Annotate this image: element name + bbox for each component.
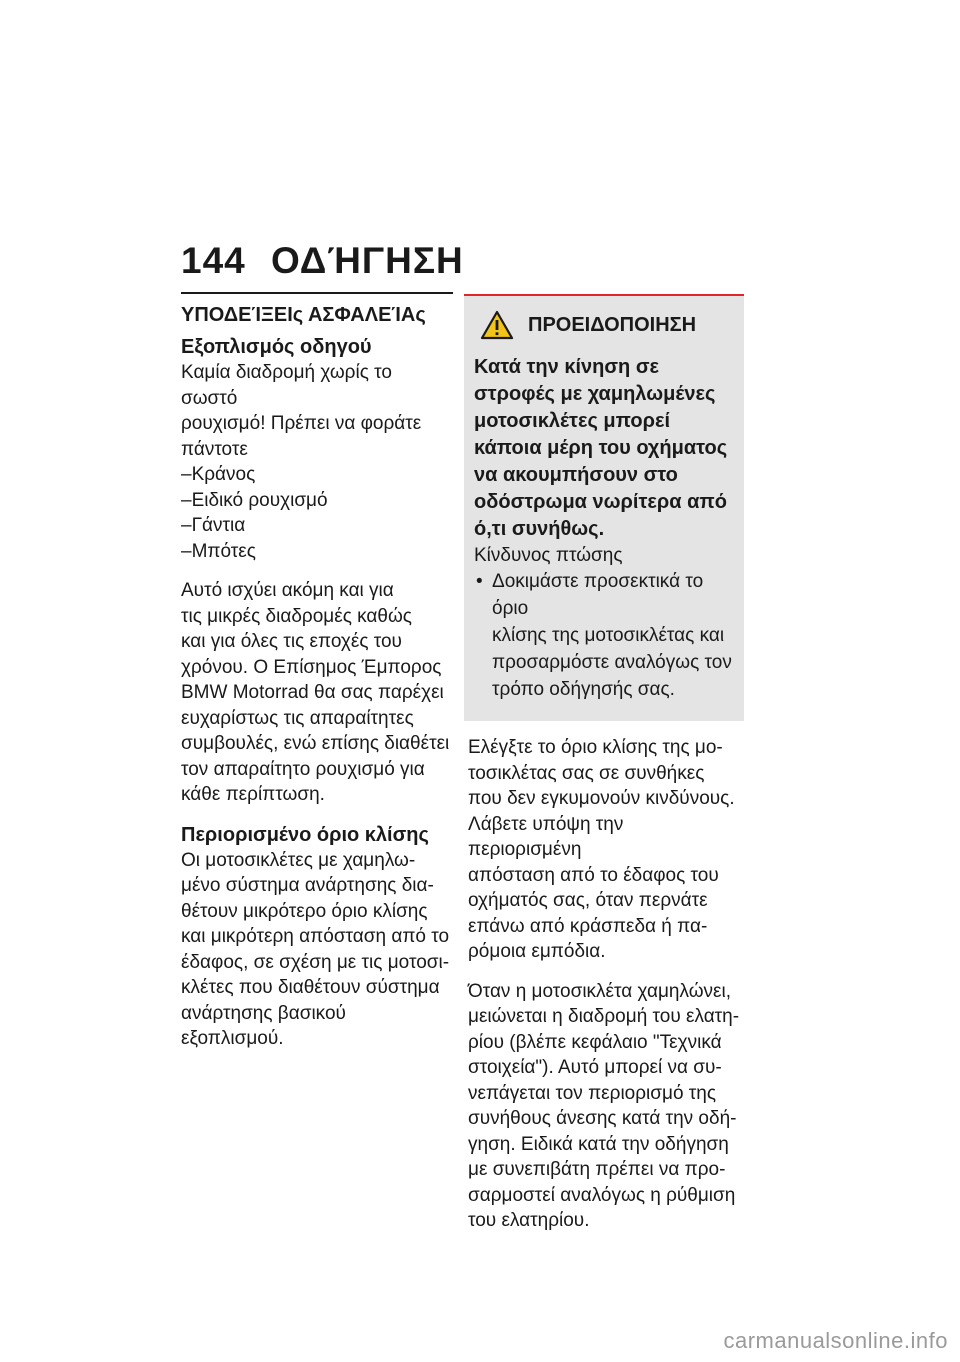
text-line: οχήματός σας, όταν περνάτε	[468, 890, 708, 911]
section-rule	[181, 292, 453, 294]
text-line: προσαρμόστε αναλόγως τον	[492, 652, 732, 673]
text-line: μειώνεται η διαδρομή του ελατη-	[468, 1006, 740, 1027]
text-line: ευχαρίστως τις απαραίτητες	[181, 707, 414, 729]
text-line: να ακουμπήσουν στο	[474, 464, 678, 486]
page-header	[181, 240, 464, 282]
text-line: πάντοτε	[181, 438, 248, 460]
text-line: ρόμοια εμπόδια.	[468, 941, 606, 962]
equipment-paragraph	[181, 360, 453, 462]
advice-paragraph	[181, 578, 453, 808]
text-line: ρουχισμό! Πρέπει να φοράτε	[181, 413, 422, 434]
heading-rider-equipment: Εξοπλισμός οδηγού	[181, 336, 372, 358]
warning-triangle-icon	[480, 310, 514, 340]
lean-paragraph	[181, 848, 453, 1052]
text-line: Καμία διαδρομή χωρίς το σωστό	[181, 362, 392, 409]
text-line: Όταν η μοτοσικλέτα χαμηλώνει,	[468, 980, 732, 1002]
text-line: νεπάγεται τον περιορισμό της	[468, 1082, 717, 1104]
text-line: τις μικρές διαδρομές καθώς	[181, 605, 412, 627]
warning-box	[464, 294, 744, 721]
list-item: –Ειδικό ρουχισμό	[181, 489, 328, 511]
text-line: στροφές με χαμηλωμένες	[474, 383, 716, 405]
warning-risk: Κίνδυνος πτώσης	[474, 545, 623, 566]
text-line: Δοκιμάστε προσεκτικά το όριο	[492, 571, 704, 619]
list-item	[474, 568, 734, 703]
heading-limited-lean: Περιορισμένο όριο κλίσης	[181, 823, 429, 846]
text-line: Οι μοτοσικλέτες με χαμηλω-	[181, 849, 416, 871]
text-line: τον απαραίτητο ρουχισμό για	[181, 758, 425, 780]
right-column	[468, 294, 740, 1234]
text-line: συμβουλές, ενώ επίσης διαθέτει	[181, 733, 450, 754]
text-line: επάνω από κράσπεδα ή πα-	[468, 915, 708, 937]
text-line: έδαφος, σε σχέση με τις μοτοσι-	[181, 951, 450, 973]
warning-statement	[474, 354, 734, 543]
equipment-list	[181, 462, 453, 564]
section-title: ΥΠΟΔΕΊΞΕΙς ΑΣΦΑΛΕΊΑς	[181, 304, 426, 326]
text-line: του ελατηρίου.	[468, 1210, 590, 1231]
text-line: τοσικλέτας σας σε συνθήκες	[468, 762, 705, 784]
text-line: Ελέγξτε το όριο κλίσης της μο-	[468, 737, 723, 758]
text-line: ό,τι συνήθως.	[474, 518, 605, 540]
text-line: συνήθους άνεσης κατά την οδή-	[468, 1108, 737, 1129]
text-line: κλέτες που διαθέτουν σύστημα	[181, 977, 440, 998]
text-line: κάποια μέρη του οχήματος	[474, 437, 728, 459]
text-line: ανάρτησης βασικού εξοπλισμού.	[181, 1002, 346, 1049]
text-line: τρόπο οδήγησής σας.	[492, 679, 675, 700]
text-line: οδόστρωμα νωρίτερα από	[474, 491, 727, 513]
text-line: κλίσης της μοτοσικλέτας και	[492, 625, 725, 646]
left-column	[181, 292, 453, 1052]
page-number: 144	[181, 240, 246, 281]
text-line: Αυτό ισχύει ακόμη και για	[181, 580, 394, 601]
text-line: ρίου (βλέπε κεφάλαιο "Τεχνικά	[468, 1031, 722, 1053]
watermark-text: carmanualsonline.info	[723, 1328, 948, 1353]
warning-header	[480, 310, 734, 340]
text-line: Κατά την κίνηση σε	[474, 356, 659, 378]
text-line: BMW Motorrad θα σας παρέχει	[181, 682, 444, 703]
text-line: θέτουν μικρότερο όριο κλίσης	[181, 900, 428, 922]
text-line: μένο σύστημα ανάρτησης δια-	[181, 875, 434, 896]
text-line: και για όλες τις εποχές του	[181, 631, 402, 652]
warning-title: ΠΡΟΕΙΔΟΠΟΙΗΣΗ	[528, 313, 697, 336]
text-line: γηση. Ειδικά κατά την οδήγηση	[468, 1133, 729, 1155]
text-line: που δεν εγκυμονούν κινδύνους.	[468, 788, 735, 809]
text-line: με συνεπιβάτη πρέπει να προ-	[468, 1159, 726, 1180]
check-paragraph	[468, 735, 740, 965]
text-line: κάθε περίπτωση.	[181, 784, 325, 805]
list-item: –Γάντια	[181, 515, 246, 536]
text-line: και μικρότερη απόσταση από το	[181, 926, 450, 947]
text-line: στοιχεία"). Αυτό μπορεί να συ-	[468, 1057, 722, 1078]
spring-paragraph	[468, 979, 740, 1234]
chapter-title: ΟΔΉΓΗΣΗ	[271, 240, 464, 281]
list-item: –Μπότες	[181, 540, 256, 562]
text-line: Λάβετε υπόψη την περιορισμένη	[468, 813, 624, 860]
text-line: απόσταση από το έδαφος του	[468, 864, 719, 886]
warning-action-list	[474, 568, 734, 703]
text-line: σαρμοστεί αναλόγως η ρύθμιση	[468, 1184, 736, 1206]
text-line: χρόνου. Ο Επίσημος Έμπορος	[181, 656, 442, 678]
list-item: –Κράνος	[181, 464, 256, 485]
text-line: μοτοσικλέτες μπορεί	[474, 410, 671, 432]
